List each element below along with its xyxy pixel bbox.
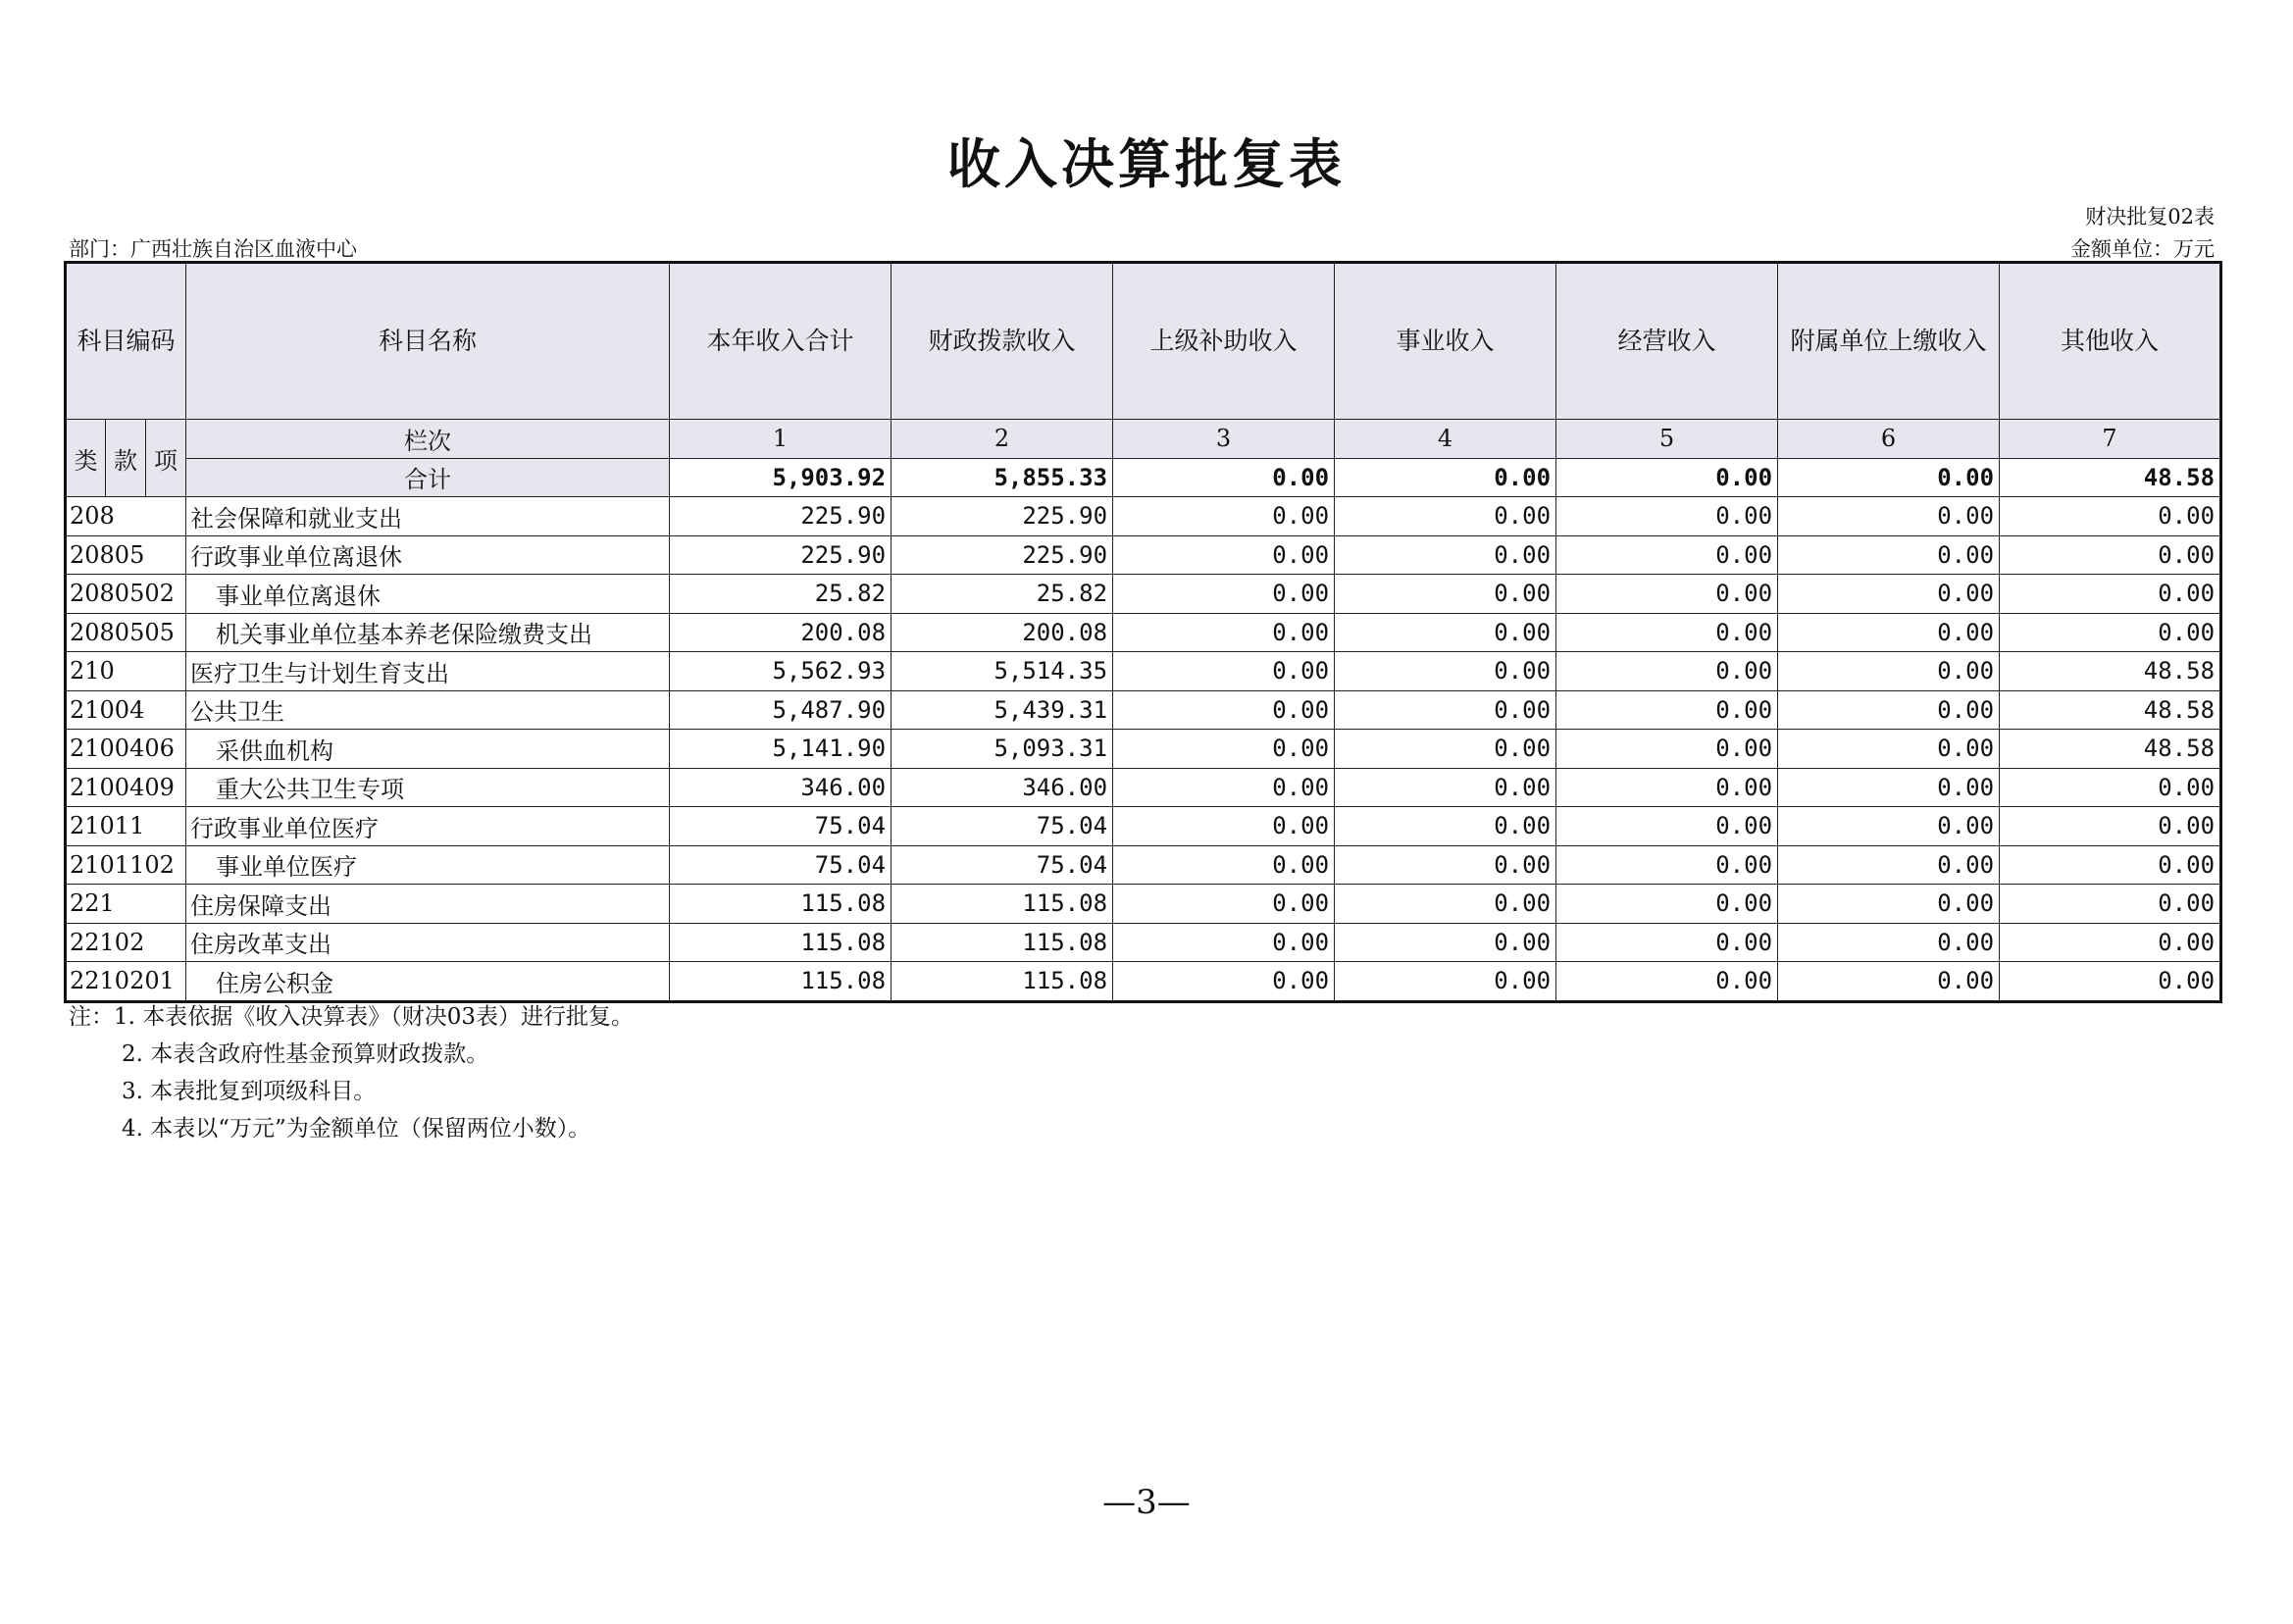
- row-value: 115.08: [670, 962, 892, 1002]
- row-value: 0.00: [1778, 652, 2000, 691]
- row-value: 0.00: [1335, 807, 1556, 846]
- notes: [69, 998, 634, 1147]
- header-code: 科目编码: [66, 263, 186, 420]
- row-code: 21004: [66, 690, 186, 730]
- row-value: 115.08: [892, 885, 1113, 924]
- table-row: [66, 807, 2221, 846]
- row-value: 0.00: [1113, 962, 1335, 1002]
- table-row: [66, 845, 2221, 885]
- row-value: 0.00: [1335, 690, 1556, 730]
- row-value: 0.00: [1113, 768, 1335, 807]
- total-value: 0.00: [1113, 458, 1335, 497]
- row-value: 0.00: [1335, 535, 1556, 575]
- col-number: 6: [1778, 420, 2000, 459]
- row-value: 0.00: [1113, 845, 1335, 885]
- row-name: 事业单位医疗: [186, 845, 670, 885]
- row-value: 0.00: [1113, 575, 1335, 614]
- row-value: 48.58: [2000, 652, 2221, 691]
- header-xiang: 项: [146, 420, 186, 497]
- col-number: 4: [1335, 420, 1556, 459]
- row-name: 住房保障支出: [186, 885, 670, 924]
- total-value: 5,855.33: [892, 458, 1113, 497]
- note-line: 2. 本表含政府性基金预算财政拨款。: [122, 1041, 489, 1067]
- row-value: 200.08: [670, 613, 892, 652]
- col-number: 2: [892, 420, 1113, 459]
- table-row: [66, 962, 2221, 1002]
- row-code: 2080505: [66, 613, 186, 652]
- note-line: 3. 本表批复到项级科目。: [122, 1079, 377, 1104]
- row-code: 210: [66, 652, 186, 691]
- header-c2: 财政拨款收入: [892, 263, 1113, 420]
- row-value: 0.00: [1113, 497, 1335, 536]
- row-value: 0.00: [1556, 652, 1778, 691]
- col-number: 3: [1113, 420, 1335, 459]
- header-c5: 经营收入: [1556, 263, 1778, 420]
- row-value: 0.00: [1335, 730, 1556, 769]
- row-value: 0.00: [1556, 923, 1778, 962]
- row-value: 0.00: [1113, 730, 1335, 769]
- row-value: 5,093.31: [892, 730, 1113, 769]
- row-code: 21011: [66, 807, 186, 846]
- total-value: 0.00: [1556, 458, 1778, 497]
- row-value: 0.00: [2000, 962, 2221, 1002]
- row-value: 0.00: [1778, 613, 2000, 652]
- total-row: [66, 458, 2221, 497]
- row-value: 48.58: [2000, 690, 2221, 730]
- unit-label: 金额单位：万元: [2070, 237, 2215, 261]
- row-value: 5,141.90: [670, 730, 892, 769]
- row-value: 0.00: [1556, 613, 1778, 652]
- row-value: 75.04: [670, 845, 892, 885]
- table-row: [66, 652, 2221, 691]
- row-value: 0.00: [1778, 807, 2000, 846]
- table-row: [66, 497, 2221, 536]
- row-value: 115.08: [892, 962, 1113, 1002]
- page-number: —3—: [1102, 1483, 1191, 1522]
- row-value: 0.00: [1556, 535, 1778, 575]
- row-code: 2210201: [66, 962, 186, 1002]
- row-name: 行政事业单位离退休: [186, 535, 670, 575]
- income-final-accounts-table: [64, 261, 2222, 1003]
- row-value: 0.00: [1335, 923, 1556, 962]
- note-line: 4. 本表以“万元”为金额单位（保留两位小数）。: [122, 1116, 591, 1142]
- row-value: 0.00: [2000, 535, 2221, 575]
- total-value: 5,903.92: [670, 458, 892, 497]
- row-code: 2101102: [66, 845, 186, 885]
- row-value: 0.00: [1335, 962, 1556, 1002]
- row-value: 0.00: [1335, 845, 1556, 885]
- row-name: 重大公共卫生专项: [186, 768, 670, 807]
- form-number: 财决批复02表: [2085, 205, 2215, 228]
- row-name: 社会保障和就业支出: [186, 497, 670, 536]
- row-value: 25.82: [892, 575, 1113, 614]
- note-line: 注：1. 本表依据《收入决算表》（财决03表）进行批复。: [69, 1004, 635, 1030]
- row-value: 0.00: [1556, 962, 1778, 1002]
- row-value: 5,562.93: [670, 652, 892, 691]
- row-value: 200.08: [892, 613, 1113, 652]
- row-value: 115.08: [892, 923, 1113, 962]
- row-value: 0.00: [1778, 535, 2000, 575]
- header-lanci: 栏次: [186, 420, 670, 459]
- row-code: 221: [66, 885, 186, 924]
- row-value: 0.00: [1556, 807, 1778, 846]
- row-value: 0.00: [1778, 923, 2000, 962]
- row-value: 0.00: [1113, 807, 1335, 846]
- row-value: 225.90: [670, 497, 892, 536]
- header-kuan: 款: [106, 420, 146, 497]
- row-name: 采供血机构: [186, 730, 670, 769]
- row-value: 0.00: [1335, 497, 1556, 536]
- header-c7: 其他收入: [2000, 263, 2221, 420]
- row-value: 0.00: [1113, 652, 1335, 691]
- row-value: 0.00: [1113, 690, 1335, 730]
- header-lei: 类: [66, 420, 106, 497]
- row-value: 225.90: [892, 535, 1113, 575]
- row-value: 0.00: [1778, 575, 2000, 614]
- row-value: 0.00: [1778, 730, 2000, 769]
- row-value: 75.04: [670, 807, 892, 846]
- row-value: 0.00: [1335, 652, 1556, 691]
- row-value: 0.00: [1556, 768, 1778, 807]
- table-row: [66, 535, 2221, 575]
- table-row: [66, 885, 2221, 924]
- row-code: 208: [66, 497, 186, 536]
- row-name: 机关事业单位基本养老保险缴费支出: [186, 613, 670, 652]
- row-value: 225.90: [892, 497, 1113, 536]
- row-value: 75.04: [892, 807, 1113, 846]
- row-value: 0.00: [1556, 730, 1778, 769]
- row-value: 5,439.31: [892, 690, 1113, 730]
- row-value: 0.00: [1335, 575, 1556, 614]
- col-number: 1: [670, 420, 892, 459]
- row-value: 75.04: [892, 845, 1113, 885]
- header-c4: 事业收入: [1335, 263, 1556, 420]
- total-value: 0.00: [1335, 458, 1556, 497]
- row-value: 0.00: [2000, 768, 2221, 807]
- row-value: 115.08: [670, 885, 892, 924]
- row-value: 0.00: [1778, 497, 2000, 536]
- row-value: 0.00: [1113, 923, 1335, 962]
- page-title: 收入决算批复表: [947, 132, 1346, 195]
- table-row: [66, 730, 2221, 769]
- total-value: 48.58: [2000, 458, 2221, 497]
- row-value: 0.00: [1778, 690, 2000, 730]
- row-value: 0.00: [1556, 575, 1778, 614]
- row-value: 0.00: [2000, 885, 2221, 924]
- row-value: 0.00: [2000, 807, 2221, 846]
- col-number: 5: [1556, 420, 1778, 459]
- row-value: 25.82: [670, 575, 892, 614]
- header-c1: 本年收入合计: [670, 263, 892, 420]
- row-value: 0.00: [1556, 690, 1778, 730]
- row-name: 事业单位离退休: [186, 575, 670, 614]
- row-value: 0.00: [1335, 885, 1556, 924]
- table-row: [66, 690, 2221, 730]
- row-value: 0.00: [1556, 497, 1778, 536]
- row-value: 5,487.90: [670, 690, 892, 730]
- row-name: 行政事业单位医疗: [186, 807, 670, 846]
- table-row: [66, 923, 2221, 962]
- row-name: 公共卫生: [186, 690, 670, 730]
- row-code: 2080502: [66, 575, 186, 614]
- row-value: 0.00: [1113, 535, 1335, 575]
- row-value: 5,514.35: [892, 652, 1113, 691]
- row-name: 医疗卫生与计划生育支出: [186, 652, 670, 691]
- table-header-row: [66, 263, 2221, 420]
- row-value: 0.00: [1556, 845, 1778, 885]
- row-value: 0.00: [1778, 962, 2000, 1002]
- row-value: 0.00: [1113, 885, 1335, 924]
- row-code: 2100406: [66, 730, 186, 769]
- row-value: 0.00: [2000, 845, 2221, 885]
- row-value: 0.00: [2000, 497, 2221, 536]
- total-label: 合计: [186, 458, 670, 497]
- row-value: 225.90: [670, 535, 892, 575]
- row-value: 346.00: [670, 768, 892, 807]
- row-value: 346.00: [892, 768, 1113, 807]
- row-value: 0.00: [2000, 613, 2221, 652]
- row-value: 0.00: [2000, 575, 2221, 614]
- department-label: 部门：广西壮族自治区血液中心: [69, 237, 357, 261]
- row-value: 115.08: [670, 923, 892, 962]
- row-code: 22102: [66, 923, 186, 962]
- row-value: 0.00: [1335, 768, 1556, 807]
- table-row: [66, 575, 2221, 614]
- row-value: 0.00: [1778, 845, 2000, 885]
- row-value: 48.58: [2000, 730, 2221, 769]
- row-code: 20805: [66, 535, 186, 575]
- header-c3: 上级补助收入: [1113, 263, 1335, 420]
- col-number: 7: [2000, 420, 2221, 459]
- row-value: 0.00: [1556, 885, 1778, 924]
- row-value: 0.00: [1778, 768, 2000, 807]
- row-value: 0.00: [2000, 923, 2221, 962]
- header-c6: 附属单位上缴收入: [1778, 263, 2000, 420]
- row-value: 0.00: [1113, 613, 1335, 652]
- table-row: [66, 613, 2221, 652]
- row-name: 住房改革支出: [186, 923, 670, 962]
- column-number-row: [66, 420, 2221, 459]
- row-name: 住房公积金: [186, 962, 670, 1002]
- header-name: 科目名称: [186, 263, 670, 420]
- row-value: 0.00: [1778, 885, 2000, 924]
- table-row: [66, 768, 2221, 807]
- row-value: 0.00: [1335, 613, 1556, 652]
- row-code: 2100409: [66, 768, 186, 807]
- total-value: 0.00: [1778, 458, 2000, 497]
